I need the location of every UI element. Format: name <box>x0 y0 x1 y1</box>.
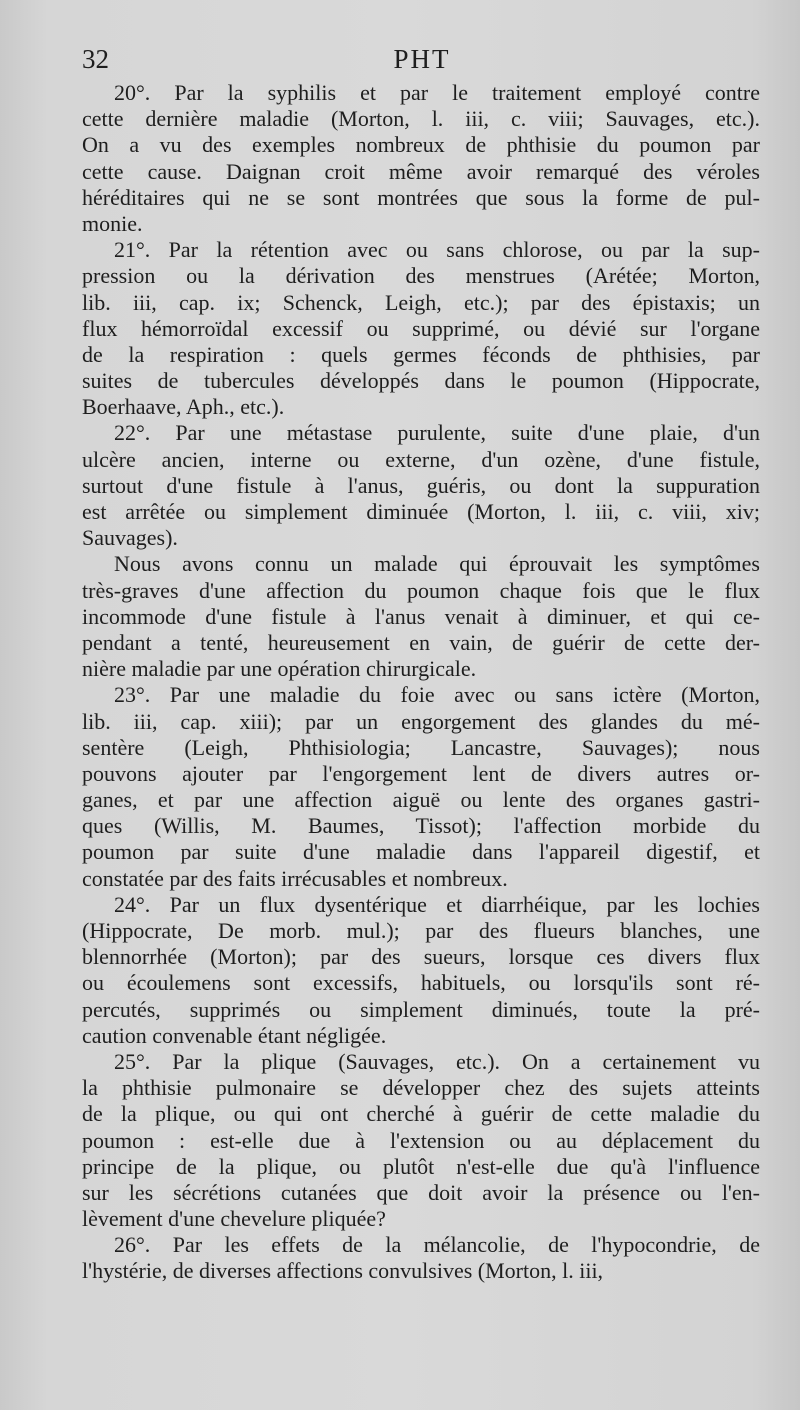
text-line: cette dernière maladie (Morton, l. iii, c. viii; Sauvages, etc.). <box>82 106 760 132</box>
text-line: 24°. Par un flux dysentérique et diarrhéique, par les lochies <box>114 891 760 917</box>
paragraph <box>82 80 760 237</box>
text-line: poumon : est-elle due à l'extension ou au déplacement du <box>82 1127 760 1153</box>
running-head: PHT <box>393 44 451 74</box>
text-line: ulcère ancien, interne ou externe, d'un ozène, d'une fistule, <box>82 446 760 472</box>
text-line: suites de tubercules développés dans le poumon (Hippocrate, <box>82 368 760 394</box>
paragraph <box>82 551 760 682</box>
text-line: 20°. Par la syphilis et par le traitement employé contre <box>114 80 760 105</box>
text-line: constatée par des faits irrécusables et nombreux. <box>82 865 508 891</box>
text-line: 23°. Par une maladie du foie avec ou sans ictère (Morton, <box>114 682 760 708</box>
text-line: monie. <box>82 210 143 236</box>
text-line: surtout d'une fistule à l'anus, guéris, ou dont la suppuration <box>82 472 760 498</box>
text-line: de la plique, ou qui ont cherché à guérir de cette maladie du <box>82 1101 760 1127</box>
text-line: ou écoulemens sont excessifs, habituels, ou lorsqu'ils sont ré- <box>82 970 760 996</box>
text-line: pendant a tenté, heureusement en vain, de guérir de cette der- <box>82 629 760 655</box>
text-line: sentère (Leigh, Phthisiologia; Lancastre, Sauvages); nous <box>82 734 760 760</box>
text-line: flux hémorroïdal excessif ou supprimé, ou dévié sur l'organe <box>82 315 760 341</box>
text-line: Boerhaave, Aph., etc.). <box>82 394 285 420</box>
text-line: héréditaires qui ne se sont montrées que sous la forme de pul- <box>82 184 760 210</box>
paragraph <box>82 1049 760 1232</box>
text-line: l'hystérie, de diverses affections convulsives (Morton, l. iii, <box>82 1258 604 1284</box>
text-line: nière maladie par une opération chirurgicale. <box>82 656 477 682</box>
paragraph <box>82 682 760 892</box>
text-line: la phthisie pulmonaire se développer chez des sujets atteints <box>82 1075 760 1101</box>
text-line: pouvons ajouter par l'engorgement lent de divers autres or- <box>82 760 760 786</box>
text-line: percutés, supprimés ou simplement diminués, toute la pré- <box>82 996 760 1022</box>
text-line: Sauvages). <box>82 525 178 551</box>
text-line: (Hippocrate, De morb. mul.); par des flueurs blanches, une <box>82 918 760 943</box>
text-line: lèvement d'une chevelure pliquée? <box>82 1206 386 1232</box>
page-header <box>82 44 762 74</box>
text-line: blennorrhée (Morton); par des sueurs, lorsque ces divers flux <box>82 944 760 970</box>
text-line: est arrêtée ou simplement diminuée (Morton, l. iii, c. viii, xiv; <box>82 499 760 524</box>
text-line: sur les sécrétions cutanées que doit avoir la présence ou l'en- <box>82 1179 760 1205</box>
text-line: 25°. Par la plique (Sauvages, etc.). On a certainement vu <box>114 1048 760 1074</box>
text-line: de la respiration : quels germes féconds de phthisies, par <box>82 341 760 367</box>
paragraph <box>82 892 760 1049</box>
text-line: 21°. Par la rétention avec ou sans chlorose, ou par la sup- <box>114 237 760 263</box>
text-line: caution convenable étant négligée. <box>82 1022 387 1048</box>
text-line: poumon par suite d'une maladie dans l'appareil digestif, et <box>82 839 760 865</box>
text-line: cette cause. Daignan croit même avoir remarqué des véroles <box>82 158 760 184</box>
paragraph <box>82 420 760 551</box>
text-line: principe de la plique, ou plutôt n'est-elle due qu'à l'influence <box>82 1153 760 1179</box>
page-number: 32 <box>82 44 109 74</box>
text-line: lib. iii, cap. xiii); par un engorgement des glandes du mé- <box>82 708 760 734</box>
text-line: 26°. Par les effets de la mélancolie, de l'hypocondrie, de <box>114 1232 760 1258</box>
text-line: très-graves d'une affection du poumon chaque fois que le flux <box>82 577 760 603</box>
text-line: ques (Willis, M. Baumes, Tissot); l'affection morbide du <box>82 813 760 839</box>
paragraph <box>82 237 760 420</box>
text-line: pression ou la dérivation des menstrues (Arétée; Morton, <box>82 263 760 289</box>
text-line: incommode d'une fistule à l'anus venait à diminuer, et qui ce- <box>82 603 760 629</box>
text-line: ganes, et par une affection aiguë ou lente des organes gastri- <box>82 787 760 813</box>
text-line: Nous avons connu un malade qui éprouvait les symptômes <box>114 551 760 577</box>
body-text <box>82 80 760 1285</box>
paragraph <box>82 1232 760 1284</box>
text-line: On a vu des exemples nombreux de phthisie du poumon par <box>82 132 760 158</box>
text-line: 22°. Par une métastase purulente, suite d'une plaie, d'un <box>114 420 760 446</box>
text-line: lib. iii, cap. ix; Schenck, Leigh, etc.); par des épistaxis; un <box>82 289 760 315</box>
